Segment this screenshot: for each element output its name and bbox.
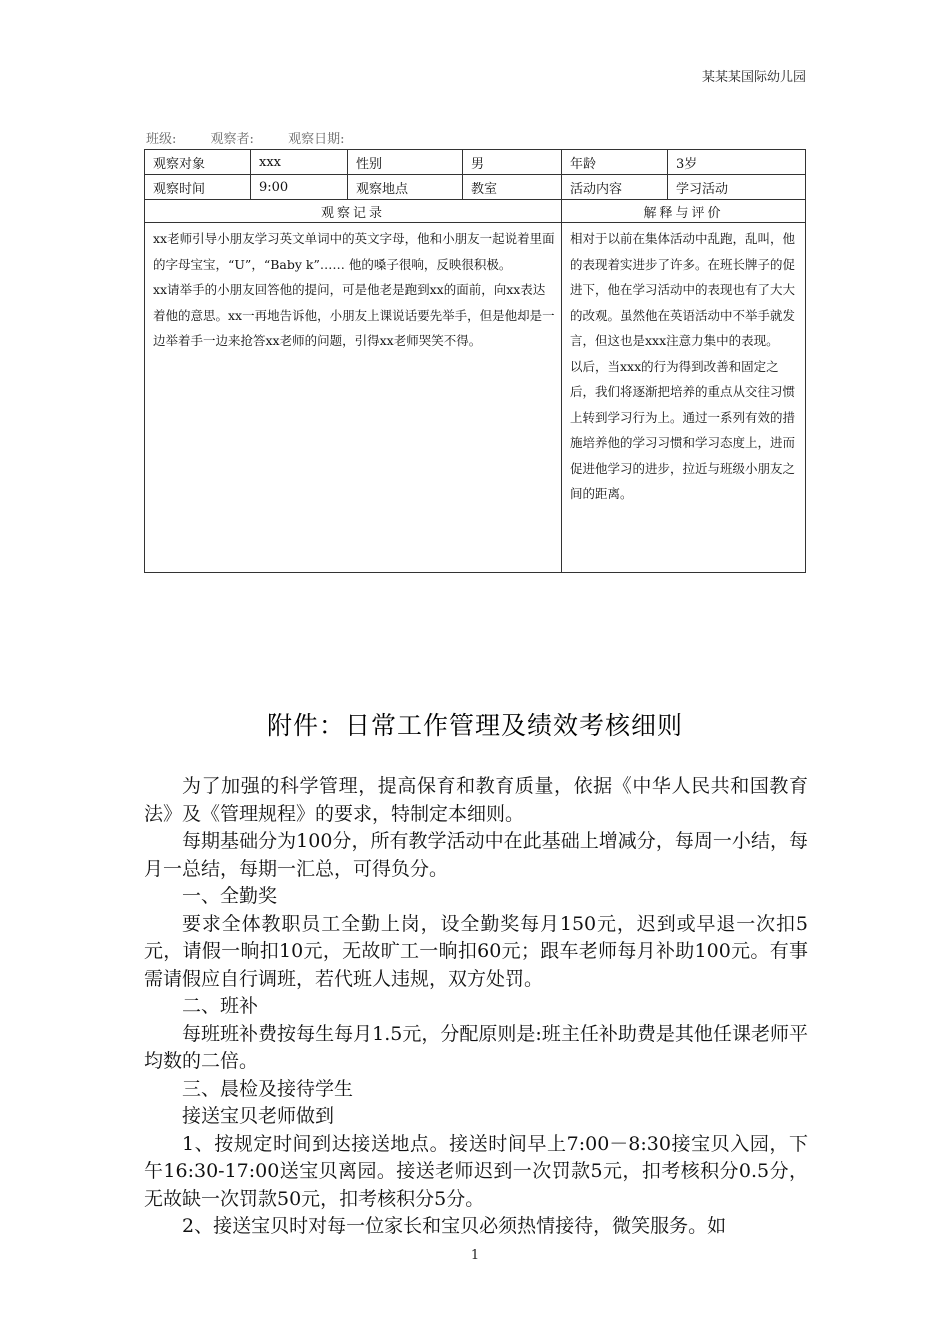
header-organization-name: 某某某国际幼儿园	[701, 70, 806, 85]
record-paragraph: xx老师引导小朋友学习英文单词中的英文字母，他和小朋友一起说着里面的字母宝宝，“U”，“Baby k”…… 他的嗓子很响，反映很积极。	[153, 231, 555, 272]
body-paragraph: 2、接送宝贝时对每一位家长和宝贝必须热情接待，微笑服务。如	[182, 1215, 727, 1237]
record-paragraph: xx请举手的小朋友回答他的提问，可是他老是跑到xx的面前，向xx表达着他的意思。xx一再地告诉他，小朋友上课说话要先举手，但是他却是一边举着手一边来抢答xx老师的问题，引得xx老师哭笑不得。	[153, 282, 555, 348]
table-row	[145, 223, 806, 573]
document-body	[144, 773, 808, 1241]
table-cell: 男	[463, 150, 562, 175]
table-cell: 教室	[463, 175, 562, 200]
table-cell: 性别	[348, 150, 463, 175]
observation-date-label: 观察日期:	[288, 132, 345, 147]
evaluation-paragraph: 相对于以前在集体活动中乱跑，乱叫，他的表现着实进步了许多。在班长牌子的促进下，他在学习活动中的表现也有了大大的改观。虽然他在英语活动中不举手就发言，但这也是xxx注意力集中的表现。	[570, 231, 796, 348]
record-header: 观察记录	[145, 200, 562, 223]
page-number: 1	[470, 1248, 480, 1263]
table-cell: 观察对象	[145, 150, 251, 175]
section-heading: 三、晨检及接待学生	[182, 1077, 354, 1100]
body-paragraph: 要求全体教职员工全勤上岗，设全勤奖每月150元，迟到或早退一次扣5元，请假一晌扣10元，无故旷工一晌扣60元；跟车老师每月补助100元。有事需请假应自行调班，若代班人违规，双方处罚。	[144, 912, 808, 990]
observer-label: 观察者:	[210, 132, 254, 147]
evaluation-content	[562, 223, 806, 573]
table-cell: 活动内容	[562, 175, 668, 200]
body-paragraph: 每期基础分为100分，所有教学活动中在此基础上增减分，每周一小结，每月一总结，每期一汇总，可得负分。	[144, 830, 808, 880]
observation-meta-line	[146, 128, 374, 147]
evaluation-header: 解释与评价	[562, 200, 806, 223]
section-heading: 二、班补	[182, 995, 259, 1017]
table-cell: 年龄	[562, 150, 668, 175]
observation-table	[144, 149, 806, 573]
evaluation-paragraph: 以后，当xxx的行为得到改善和固定之后，我们将逐渐把培养的重点从交往习惯上转到学习行为上。通过一系列有效的措施培养他的学习习惯和学习态度上，进而促进他学习的进步，拉近与班级小朋友之间的距离。	[570, 358, 796, 501]
body-paragraph: 每班班补费按每生每月1.5元，分配原则是:班主任补助费是其他任课老师平均数的二倍。	[144, 1022, 808, 1072]
table-row	[145, 200, 806, 223]
record-content	[145, 223, 562, 573]
table-row	[145, 175, 806, 200]
class-label: 班级:	[146, 132, 177, 147]
table-cell: 观察地点	[348, 175, 463, 200]
table-cell: 9:00	[251, 175, 348, 200]
document-title: 附件：日常工作管理及绩效考核细则	[266, 711, 683, 740]
table-row	[145, 150, 806, 175]
body-paragraph: 为了加强的科学管理，提高保育和教育质量，依据《中华人民共和国教育法》及《管理规程》的要求，特制定本细则。	[144, 775, 808, 825]
table-cell: xxx	[251, 150, 348, 175]
body-paragraph: 1、按规定时间到达接送地点。接送时间早上7:00－8:30接宝贝入园，下午16:30-17:00送宝贝离园。接送老师迟到一次罚款5元，扣考核积分0.5分，无故缺一次罚款50元，扣考核积分5分。	[144, 1132, 808, 1210]
table-cell: 观察时间	[145, 175, 251, 200]
table-cell: 学习活动	[668, 175, 806, 200]
body-paragraph: 接送宝贝老师做到	[182, 1105, 335, 1127]
table-cell: 3岁	[668, 150, 806, 175]
section-heading: 一、全勤奖	[182, 885, 278, 907]
